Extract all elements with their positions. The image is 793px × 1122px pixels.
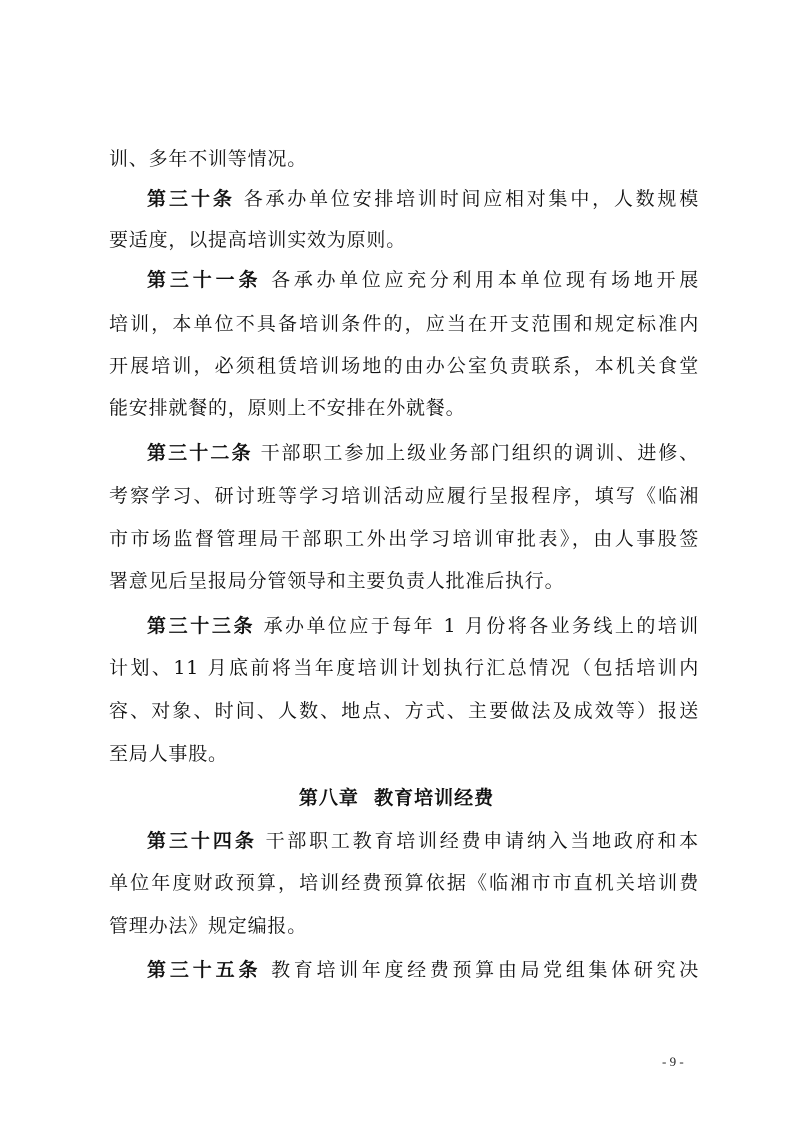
chapter-heading: 第八章 教育培训经费 [298,787,495,809]
article-number: 第三十四条 [147,830,257,852]
body-line: 至局人事股。 [109,743,228,765]
article-number: 第三十二条 [147,442,253,464]
article-number: 第三十五条 [147,959,262,981]
body-line: 计划、11 月底前将当年度培训计划执行汇总情况（包括培训内 [109,657,699,679]
article-number: 第三十一条 [147,269,262,291]
article-number: 第三十三条 [147,615,256,637]
article-35-line: 第三十五条 教育培训年度经费预算由局党组集体研究决 [147,959,699,981]
body-line: 能安排就餐的，原则上不安排在外就餐。 [109,397,466,419]
body-line: 容、对象、时间、人数、地点、方式、主要做法及成效等）报送 [109,700,699,722]
article-30-line: 第三十条 各承办单位安排培训时间应相对集中，人数规模 [147,188,699,210]
body-line: 单位年度财政预算，培训经费预算依据《临湘市市直机关培训费 [109,872,699,894]
article-34-line: 第三十四条 干部职工教育培训经费申请纳入当地政府和本 [147,830,699,852]
body-line: 考察学习、研讨班等学习培训活动应履行呈报程序，填写《临湘 [109,485,699,507]
article-31-line: 第三十一条 各承办单位应充分利用本单位现有场地开展 [147,269,699,291]
body-line: 署意见后呈报局分管领导和主要负责人批准后执行。 [109,570,565,592]
body-line: 管理办法》规定编报。 [109,915,308,937]
body-line: 训、多年不训等情况。 [109,148,308,170]
body-line: 培训，本单位不具备培训条件的，应当在开支范围和规定标准内 [109,313,699,335]
article-32-line: 第三十二条 干部职工参加上级业务部门组织的调训、进修、 [147,442,699,464]
body-line: 市市场监督管理局干部职工外出学习培训审批表》，由人事股签 [109,528,699,550]
body-line: 开展培训，必须租赁培训场地的由办公室负责联系，本机关食堂 [109,355,699,377]
article-33-line: 第三十三条 承办单位应于每年 1 月份将各业务线上的培训 [147,615,699,637]
page-number: - 9 - [662,1054,684,1069]
article-number: 第三十条 [147,188,235,210]
body-line: 要适度，以提高培训实效为原则。 [109,229,407,251]
